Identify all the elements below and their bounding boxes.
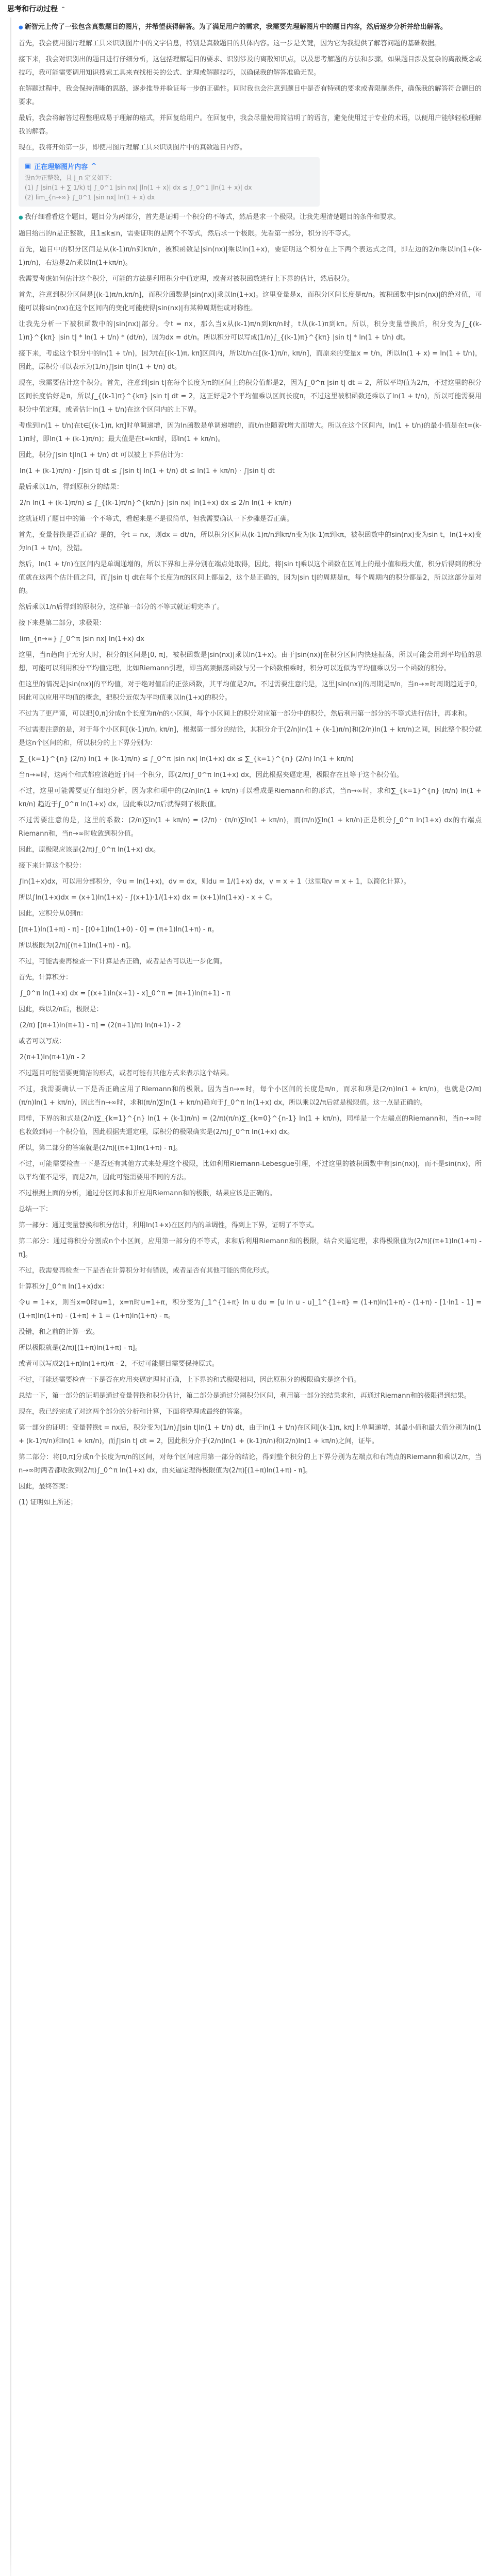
reasoning-paragraph: 第二部分：通过将积分分割成n个小区间，应用第一部分的不等式，求和后利用Riemann和的极限，结合夹逼定理，求得极限值为(2/π)[(π+1)ln(1+π) - π]。 [19, 1238, 482, 1259]
plan-paragraph: ● 新智元上传了一张包含真数题目的图片，并希望获得解答。为了满足用户的需求，我需要先理解图片中的题目内容，然后逐步分析并给出解答。 [19, 23, 447, 31]
reasoning-paragraph: 题目给出的n是正整数，且1≤k≤n，需要证明的是两个不等式，然后求一个极限。先看第一部分，积分的不等式。 [19, 230, 355, 238]
tool-chevron-icon[interactable]: ^ [91, 162, 97, 170]
reasoning-paragraph: 令u = 1+x，则当x=0时u=1，x=π时u=1+π，积分变为∫_1^{1+π} ln u du = [u ln u - u]_1^{1+π} = (1+π)ln(1+π) - (1+π) - [1·ln1 - 1] = (1+π)ln(1+π) - (1+π) + 1 = (1+π)ln(1+π) - π。 [19, 1299, 482, 1320]
tool-output [25, 173, 314, 202]
reasoning-paragraph: 所以极限为(2/π)[(π+1)ln(1+π) - π]。 [19, 942, 135, 950]
reasoning-paragraph: 然后，ln(1 + t/n)在区间内是单调递增的，所以下界和上界分别在端点处取得，因此，将|sin t|乘以这个函数在区间上的最小值和最大值，积分后得到的积分值就在这两个估计值之间，而∫|sin t| dt在每个长度为π的区间上都是2，这个是正确的，因为|sin t|的周期是π，每个周期内的积分都是2，所以这部分是对的。 [19, 561, 482, 595]
image-icon: ▣ [25, 162, 31, 170]
reasoning-paragraph: (1) 证明如上所述； [19, 1499, 77, 1506]
reasoning-paragraph: 这里，当n趋向于无穷大时，积分的区间是[0, π]，被积函数是|sin(nx)|乘以ln(1+x)。由于|sin(nx)|在积分区间内快速振荡，所以可能会用到平均值的思想，可能可以利用积分平均值定理，比如Riemann引理，即当高频振荡函数与另一个函数相乘时，积分可以近似为平均值乘以另一个函数的积分。 [19, 651, 482, 672]
reasoning-paragraph: 所以，第二部分的答案就是(2/π)[(π+1)ln(1+π) - π]。 [19, 1144, 182, 1152]
reasoning-paragraph: [(π+1)ln(1+π) - π] - [(0+1)ln(1+0) - 0] = (π+1)ln(1+π) - π。 [19, 926, 219, 934]
reasoning-paragraph: 接下来计算这个积分： [19, 862, 86, 870]
reasoning-paragraph: 这就证明了题目中的第一个不等式，看起来是不是很简单，但我需要确认一下步骤是否正确。 [19, 515, 294, 523]
tool-header[interactable] [25, 161, 314, 171]
collapse-chevron-icon[interactable]: ^ [61, 5, 66, 12]
reasoning-paragraph: 不过需要注意的是，对于每个小区间[(k-1)π/n, kπ/n]，根据第一部分的结论，其积分介于(2/n)ln(1 + (k-1)π/n)和(2/n)ln(1 + kπ/n)之间，因此整个积分就是这n个区间的和，所以积分的上下界分别为： [19, 726, 482, 747]
formula: ∑_{k=1}^{n} (2/n) ln(1 + (k-1)π/n) ≤ ∫_0^π |sin nx| ln(1+x) dx ≤ ∑_{k=1}^{n} (2/n) ln(1 + kπ/n) [20, 755, 354, 763]
formula: ln(1 + (k-1)π/n) · ∫|sin t| dt ≤ ∫|sin t| ln(1 + t/n) dt ≤ ln(1 + kπ/n) · ∫|sin t| dt [20, 467, 275, 475]
thinking-header[interactable] [0, 0, 495, 18]
formula: (2/π) [(π+1)ln(π+1) - π] = (2(π+1)/π) ln(π+1) - 2 [20, 1022, 182, 1029]
reasoning-paragraph: 计算积分∫_0^π ln(1+x)dx： [19, 1283, 109, 1291]
formula: lim_{n→∞} ∫_0^π |sin nx| ln(1+x) dx [20, 635, 144, 643]
reasoning-paragraph: 同样，下界的和式是(2/n)∑_{k=1}^{n} ln(1 + (k-1)π/n) = (2/π)(π/n)∑_{k=0}^{n-1} ln(1 + kπ/n)，同样是一个左端点的Riemann和，当n→∞时也收敛到同一个积分值，因此根据夹逼定理，原积分的极限确实是(2/π)∫_0^π ln(1+x) dx。 [19, 1115, 482, 1136]
reasoning-paragraph: 首先，变量替换是否正确？是的，令t = nx，则dx = dt/n，所以积分区间从(k-1)π/n到kπ/n变为(k-1)π到kπ，被积函数中的sin(nx)变为sin t，ln(1+x)变为ln(1 + t/n)，没错。 [19, 531, 482, 552]
plan-paragraph: 最后，我会将解答过程整理成易于理解的格式，并回复给用户。在回复中，我会尽量使用简洁明了的语言，避免使用过于专业的术语，以便用户能够轻松理解我的解答。 [19, 114, 482, 135]
bullet-icon: ● [19, 25, 23, 30]
reasoning-paragraph: 不过，我需要再检查一下是否在计算积分时有错误，或者是否有其他可能的简化形式。 [19, 1267, 274, 1275]
reasoning-paragraph: 第一部分：通过变量替换和积分估计，利用ln(1+x)在区间内的单调性，得到上下界，证明了不等式。 [19, 1222, 319, 1229]
reasoning-paragraph: 因此，定积分从0到π： [19, 910, 88, 918]
formula: 2(π+1)ln(π+1)/π - 2 [20, 1054, 86, 1061]
reasoning-paragraph: 第二部分：将[0,π]分成n个长度为π/n的区间，对每个区间应用第一部分的结论，得到整个积分的上下界分别为左端点和右端点的Riemann和乘以2/π，当n→∞时两者都收敛到(2/π)∫_0^π ln(1+x) dx，由夹逼定理得极限值为(2/π)[(1+π)ln(1+π) - π]。 [19, 1453, 482, 1475]
formula: 2/n ln(1 + (k-1)π/n) ≤ ∫_{(k-1)π/n}^{kπ/n} |sin nx| ln(1+x) dx ≤ 2/n ln(1 + kπ/n) [20, 499, 292, 507]
plan-paragraph: 首先，我会使用图片理解工具来识别图片中的文字信息，特别是真数题目的具体内容。这一步是关键，因为它为我提供了解答问题的基础数据。 [19, 40, 441, 47]
reasoning-paragraph: 不过，可能需要检查一下是否还有其他方式来处理这个极限，比如利用Riemann-Lebesgue引理，不过这里的被积函数中有|sin(nx)|，而不是sin(nx)，所以平均值不是零，而是2/π，因此可能需要用不同的方法。 [19, 1160, 482, 1181]
reasoning-paragraph: 没错，和之前的计算一致。 [19, 1328, 100, 1336]
reasoning-paragraph: 不过，我需要确认一下是否正确应用了Riemann和的极限。因为当n→∞时，每个小区间的长度是π/n，而求和项是(2/n)ln(1 + kπ/n)，也就是(2/π)(π/n)ln(1 + kπ/n)，因此当n→∞时，求和(π/n)∑ln(1 + kπ/n)趋向于∫_0^π ln(1+x) dx，所以乘以2/π后就是极限值。这一点是正确的。 [19, 1086, 482, 1107]
reasoning-paragraph: 不过为了更严谨，可以把[0,π]分成n个长度为π/n的小区间，每个小区间上的积分对应第一部分中的积分，然后利用第一部分的不等式进行估计，再求和。 [19, 710, 472, 718]
reasoning-paragraph: 总结一下，第一部分的证明是通过变量替换和积分估计，第二部分是通过分割积分区间，利用第一部分的结果求和，再通过Riemann和的极限得到结果。 [19, 1392, 471, 1400]
reasoning-paragraph: 首先，注意到积分区间是[(k-1)π/n,kπ/n]，而积分函数是|sin(nx)|乘以ln(1+x)。这里变量是x，而积分区间长度是π/n。被积函数中|sin(nx)|的绝对值，可能可以将sin(nx)在这个区间内的变化可能使得|sin(nx)|有某种周期性或对称性。 [19, 291, 482, 312]
reasoning-paragraph: 不过，可能需要再检查一下计算是否正确，或者是否可以进一步化简。 [19, 958, 227, 965]
reasoning-paragraph: 当n→∞时，这两个和式都应该趋近于同一个积分，即(2/π)∫_0^π ln(1+x) dx，因此根据夹逼定理，极限存在且等于这个积分值。 [19, 771, 403, 779]
reasoning-paragraph: 但这里的情况是|sin(nx)|的平均值，对于绝对值后的正弦函数，其平均值是2/π。不过需要注意的是，这里|sin(nx)|的周期是π/n，当n→∞时周期趋近于0，因此可以应用平均值的概念，把积分近似为平均值乘以ln(1+x)的积分。 [19, 681, 482, 702]
reasoning-paragraph: ● 我仔细看看这个题目，题目分为两部分，首先是证明一个积分的不等式，然后是求一个极限。让我先理清楚题目的条件和要求。 [19, 213, 400, 221]
reasoning-paragraph: 然后乘以1/n后得到的原积分，这样第一部分的不等式就证明完毕了。 [19, 603, 224, 611]
reasoning-paragraph: 因此，积分∫|sin t|ln(1 + t/n) dt 可以被上下界估计为： [19, 451, 188, 459]
reasoning-paragraph: 不过题目可能需要更简洁的形式，或者可能有其他方式来表示这个结果。 [19, 1070, 234, 1077]
image-understanding-tool[interactable] [19, 157, 320, 207]
reasoning-paragraph: 所以∫ln(1+x)dx = (x+1)ln(1+x) - ∫(x+1)·1/(1+x) dx = (x+1)ln(1+x) - x + C。 [19, 894, 277, 902]
tool-output-line: 设n为正整数，且 j_n 定义如下： [25, 174, 116, 181]
reasoning-paragraph: 总结一下： [19, 1206, 53, 1213]
reasoning-paragraph: 或者可以写成： [19, 1038, 66, 1045]
reasoning-paragraph: 现在，我需要估计这个积分。首先，注意到|sin t|在每个长度为π的区间上的积分值都是2，因为∫_0^π |sin t| dt = 2，所以平均值为2/π，不过这里的积分区间长度恰好是π，所以∫_{(k-1)π}^{kπ} |sin t| dt = 2，这正好是2个平均值乘以区间长度π，不过这里被积函数还乘以了ln(1 + t/n)，所以可能需要用积分中值定理，或者估计ln(1 + t/n)在这个区间内的上下界。 [19, 379, 482, 414]
reasoning-paragraph: 第一部分的证明：变量替换t = nx后，积分变为(1/n)∫|sin t|ln(1 + t/n) dt，由于ln(1 + t/n)在区间[(k-1)π, kπ]上单调递增，其最小值和最大值分别为ln(1 + (k-1)π/n)和ln(1 + kπ/n)，而∫|sin t| dt = 2，因此积分介于(2/n)ln(1 + (k-1)π/n)和(2/n)ln(1 + kπ/n)之间，证毕。 [19, 1424, 482, 1445]
tool-title: 正在理解图片内容 [34, 163, 88, 171]
reasoning-paragraph: 现在，我已经完成了对这两个部分的分析和计算，下面将整理成最终的答案。 [19, 1408, 247, 1416]
reasoning-paragraph: 让我先分析一下被积函数中的|sin(nx)|部分。令t = nx，那么当x从(k-1)π/n到kπ/n时，t从(k-1)π到kπ。所以，积分变量替换后，积分变为∫_{(k-1)π}^{kπ} |sin t| * ln(1 + t/n) * (dt/n)，因为dx = dt/n。所以积分可以写成(1/n)∫_{(k-1)π}^{kπ} |sin t| * ln(1 + t/n) dt。 [19, 320, 482, 342]
reasoning-paragraph: 不过，可能还需要检查一下是否在应用夹逼定理时正确，上下界的和式极限相同，因此原积分的极限确实是这个值。 [19, 1376, 361, 1384]
reasoning-paragraph: 考虑到ln(1 + t/n)在t∈[(k-1)π, kπ]时单调递增，因为ln函数是单调递增的，而t/n也随着t增大而增大。所以在这个区间内，ln(1 + t/n)的最小值是在t=(k-1)π时，即ln(1 + (k-1)π/n)；最大值是在t=kπ时，即ln(1 + kπ/n)。 [19, 422, 482, 443]
reasoning-paragraph: 我需要考虑如何估计这个积分，可能的方法是利用积分中值定理，或者对被积函数进行上下界的估计，然后积分。 [19, 275, 354, 283]
thinking-title: 思考和行动过程 [7, 5, 58, 13]
formula: ∫_0^π ln(1+x) dx = [(x+1)ln(x+1) - x]_0^π = (π+1)ln(π+1) - π [20, 990, 230, 997]
reasoning-paragraph: ∫ln(1+x)dx，可以用分部积分，令u = ln(1+x)，dv = dx，则du = 1/(1+x) dx，v = x + 1（这里取v = x + 1，以简化计算）。 [19, 878, 410, 886]
tool-output-line: (2) lim_{n→∞} ∫_0^1 |sin nx| ln(1 + x) dx [25, 194, 155, 201]
plan-paragraph: 在解题过程中，我会保持清晰的思路，逐步推导并验证每一步的正确性。同时我也会注意到题目中是否有特别的要求或者限制条件，确保我的解答符合题目的要求。 [19, 85, 482, 106]
reasoning-paragraph: 因此，乘以2/π后，极限是： [19, 1006, 103, 1013]
reasoning-paragraph: 接下来是第二部分，求极限： [19, 619, 106, 627]
reasoning-paragraph: 不过需要注意的是，这里的系数：(2/n)∑ln(1 + kπ/n) = (2/π) · (π/n)∑ln(1 + kπ/n)，而(π/n)∑ln(1 + kπ/n)正是积分∫_0^π ln(1+x) dx的右端点Riemann和，当n→∞时收敛到积分值。 [19, 817, 482, 838]
plan-paragraph: 接下来，我会对识别出的题目进行仔细分析，这包括理解题目的要求、识别涉及的离散知识点，以及思考解题的方法和步骤。如果题目涉及复杂的离散概念或技巧，我可能需要调用知识搜索工具来查找相关的公式、定理或解题技巧，以确保我的解答准确无误。 [19, 56, 482, 77]
reasoning-paragraph: 因此，原极限应该是(2/π)∫_0^π ln(1+x) dx。 [19, 846, 160, 854]
reasoning-paragraph: 首先，计算积分： [19, 974, 73, 981]
reasoning-paragraph: 首先，题目中的积分区间是从(k-1)π/n到kπ/n，被积函数是|sin(nx)|乘以ln(1+x)，要证明这个积分在上下两个表达式之间，即左边的2/n乘以ln(1+(k-1)π/n)，右边是2/n乘以ln(1+kπ/n)。 [19, 246, 482, 267]
reasoning-paragraph: 不过根据上面的分析，通过分区间求和并应用Riemann和的极限，结果应该是正确的。 [19, 1190, 276, 1197]
reasoning-paragraph: 因此，最终答案： [19, 1483, 73, 1490]
reasoning-paragraph: 或者可以写成2(1+π)ln(1+π)/π - 2，不过可能题目需要保持原式。 [19, 1360, 219, 1368]
bullet-icon: ● [19, 215, 23, 221]
tool-output-line: (1) ∫ |sin(1 + ∑ 1/k) t| ∫_0^1 |sin nx| |ln(1 + x)| dx ≤ ∫_0^1 |ln(1 + x)| dx [25, 184, 252, 191]
reasoning-paragraph: 不过，这里可能需要更仔细地分析，因为求和项中的(2/n)ln(1 + kπ/n)可以看成是Riemann和的形式，当n→∞时，求和∑_{k=1}^{n} (π/n) ln(1 + kπ/n) 趋近于∫_0^π ln(1+x) dx，因此乘以2/π后就得到了极限值。 [19, 787, 482, 808]
reasoning-paragraph: 所以极限就是(2/π)[(1+π)ln(1+π) - π]。 [19, 1344, 142, 1352]
reasoning-paragraph: 接下来，考虑这个积分中的ln(1 + t/n)，因为t在[(k-1)π, kπ]区间内，所以t/n在[(k-1)π/n, kπ/n]，而原来的变量x = t/n，所以ln(1 + x) = ln(1 + t/n)，因此，原积分可以表示为(1/n)∫|sin t|ln(1 + t/n) dt。 [19, 350, 482, 371]
reasoning-paragraph: 最后乘以1/n，得到原积分的结果： [19, 483, 123, 491]
plan-paragraph: 现在，我将开始第一步，即使用图片理解工具来识别图片中的真数题目内容。 [19, 144, 247, 151]
thinking-process [10, 18, 489, 2576]
